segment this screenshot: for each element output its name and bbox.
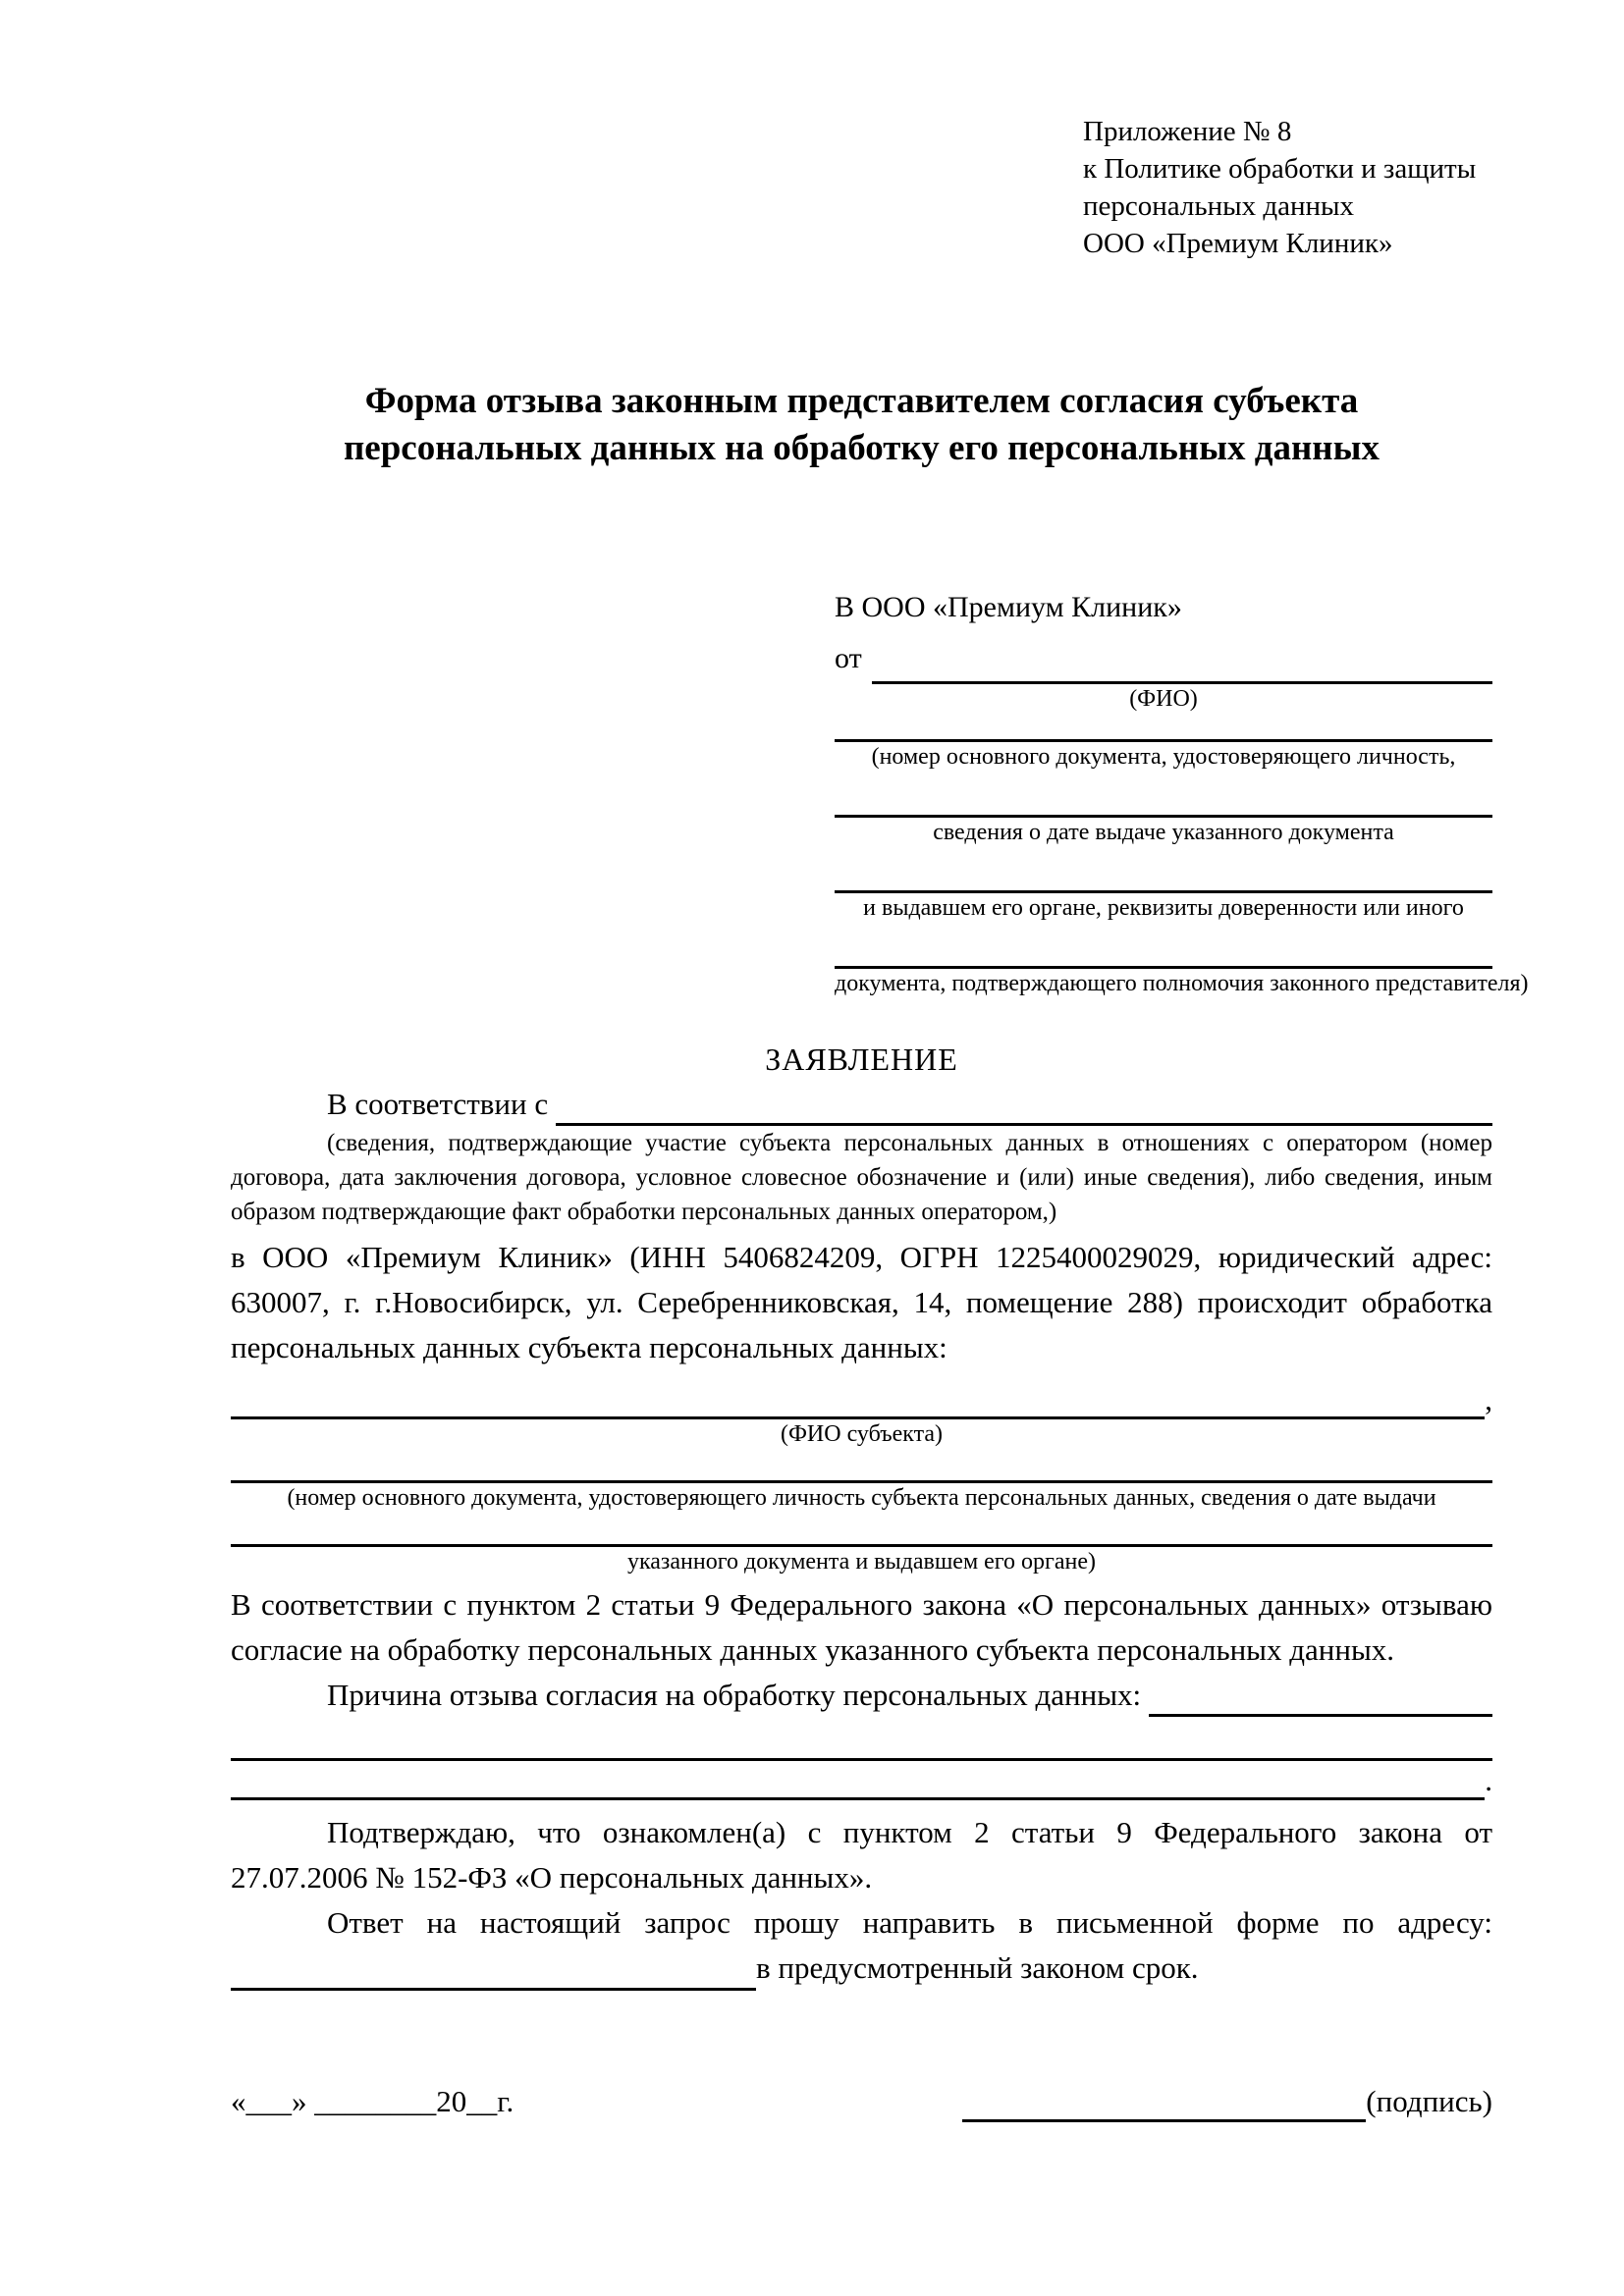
blank-line [231,1766,1485,1800]
addressee-to: В ООО «Премиум Клиник» [835,591,1182,623]
document-title-line: персональных данных на обработку его персональных данных [343,428,1380,468]
reply-suffix: в предусмотренный законом срок. [756,1950,1199,1985]
trailing-comma: , [1485,1382,1492,1416]
operator-paragraph: в ООО «Премиум Клиник» (ИНН 5406824209, ОГРН 1225400029029, юридический адрес: 630007, г. г.Новосибирск, ул. Серебренниковская, 14, помещение 288) происходит обработка персональных данных субъекта персональных данных: [231,1240,1492,1364]
reason-prefix: Причина отзыва согласия на обработку персональных данных: [327,1678,1142,1712]
confirmation-paragraph: Подтверждаю, что ознакомлен(а) с пунктом 2 статьи 9 Федерального закона от 27.07.2006 № 152-ФЗ «О персональных данных». [231,1815,1492,1895]
representative-authority-caption: документа, подтверждающего полномочия законного представителя) [835,971,1529,996]
appendix-line: к Политике обработки и защиты [1083,153,1477,185]
subject-doc-caption-1: (номер основного документа, удостоверяющего личность субъекта персональных данных, сведения о дате выдачи [287,1485,1436,1511]
blank-line [835,847,1492,893]
document-title-line: Форма отзыва законным представителем согласия субъекта [364,381,1359,421]
from-label: от [835,642,862,674]
subject-fio-caption: (ФИО субъекта) [780,1421,944,1447]
addressee-block [835,582,1529,998]
fio-caption: (ФИО) [1129,686,1198,712]
blank-line [1149,1678,1492,1717]
intro-prefix: В соответствии с [327,1087,549,1121]
appendix-block [1083,113,1492,262]
blank-line [835,772,1492,818]
issue-date-caption: сведения о дате выдаче указанного документа [933,820,1394,845]
appendix-line: персональных данных [1083,190,1355,222]
signature-group [962,2081,1492,2122]
reply-address-row [231,1946,1492,1991]
appendix-line: ООО «Премиум Клиник» [1083,228,1393,259]
doc-number-caption: (номер основного документа, удостоверяющего личность, [871,744,1456,770]
blank-line [231,1449,1492,1483]
signature-footer [231,2081,1492,2122]
addressee-from-row [835,633,1492,684]
reply-request-line: Ответ на настоящий запрос прошу направить в письменной форме по адресу: [327,1905,1492,1940]
blank-line [231,1513,1492,1547]
blank-line [231,1952,756,1991]
reason-end-row [231,1761,1492,1800]
reason-row [231,1673,1492,1717]
issuing-authority-caption: и выдавшем его органе, реквизиты доверенности или иного [863,895,1464,921]
blank-line [872,640,1492,684]
withdrawal-paragraph: В соответствии с пунктом 2 статьи 9 Федерального закона «О персональных данных» отзываю согласие на обработку персональных данных указанного субъекта персональных данных. [231,1587,1492,1667]
subject-doc-caption-2: указанного документа и выдавшем его органе) [626,1549,1097,1575]
signature-line [962,2086,1366,2122]
blank-line [231,1717,1492,1761]
signature-caption: (подпись) [1366,2084,1492,2118]
subject-fio-row [231,1380,1492,1419]
intro-row [231,1082,1492,1126]
blank-line [835,714,1492,742]
appendix-line: Приложение № 8 [1083,116,1292,147]
blank-line [556,1087,1492,1126]
date-line: «___» ________20__г. [231,2084,514,2118]
blank-line [835,923,1492,969]
statement-heading: ЗАЯВЛЕНИЕ [765,1041,958,1077]
blank-line [231,1385,1485,1419]
relationship-note: (сведения, подтверждающие участие субъекта персональных данных в отношениях с оператором (номер договора, дата заключения договора, условное словесное обозначение и (или) иные сведения), либо сведения, иным образом подтверждающие факт обработки персональных данных оператором,) [231,1130,1492,1225]
document-title [231,378,1492,472]
trailing-period: . [1485,1763,1492,1797]
